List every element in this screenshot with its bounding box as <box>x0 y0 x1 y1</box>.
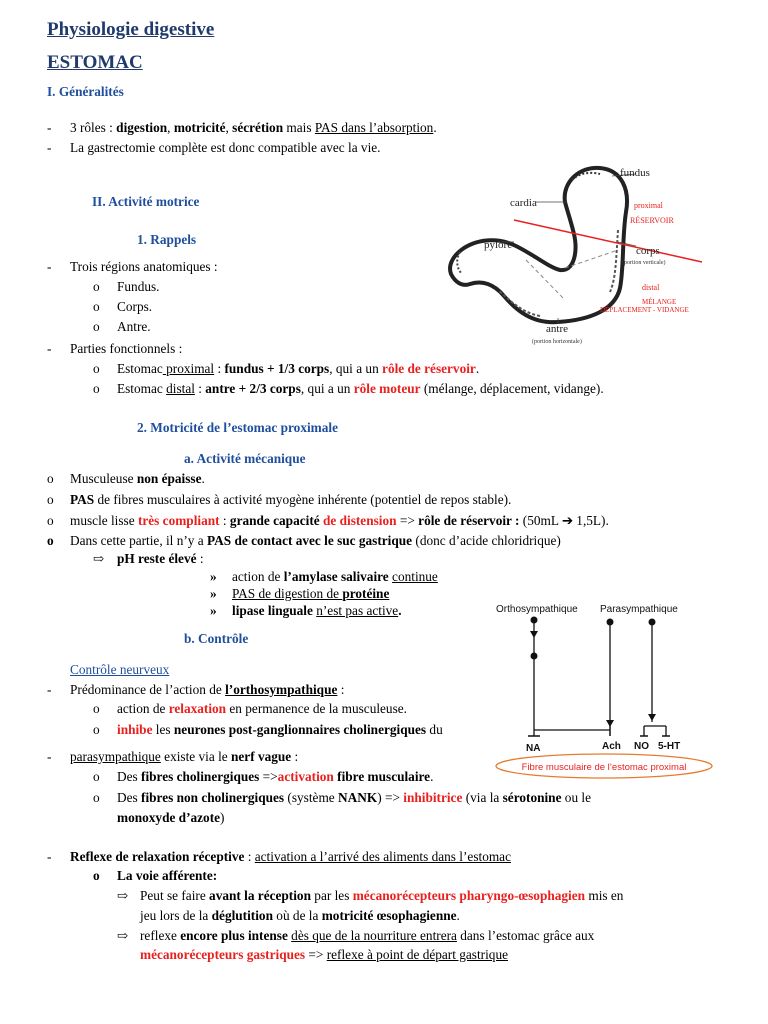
section-heading-activite-motrice: II. Activité motrice <box>92 194 200 209</box>
text-line-ph: pH reste élevé : <box>117 551 204 566</box>
label-distal: distal <box>642 283 660 292</box>
bullet-o: o <box>93 790 100 805</box>
bullet-o: o <box>93 361 100 376</box>
label-reservoir: RÉSERVOIR <box>630 216 674 225</box>
text-line-lipase: lipase linguale n’est pas active. <box>232 603 402 618</box>
section-heading-generalites: I. Généralités <box>47 84 124 99</box>
label-antre-note: (portion horizontale) <box>532 339 582 345</box>
list-item-antre: Antre. <box>117 319 151 334</box>
label-deplacement-vidange: DÉPLACEMENT - VIDANGE <box>600 306 689 314</box>
text-line-pas-fibres: PAS de fibres musculaires à activité myogène inhérente (potentiel de repos stable). <box>70 492 512 507</box>
text-line-muscle-lisse: muscle lisse très compliant : grande capacité de distension => rôle de réservoir : (50mL ➔ 1,5L). <box>70 513 609 528</box>
label-parasympathique: Parasympathique <box>600 604 678 615</box>
neural-control-diagram <box>492 598 714 782</box>
bullet-o: o <box>93 701 100 716</box>
bullet-o: o <box>93 722 100 737</box>
page-subtitle: ESTOMAC <box>47 52 143 73</box>
subheading-rappels: 1. Rappels <box>137 232 197 247</box>
text-line-avant-reception: Peut se faire avant la réception par les mécanorécepteurs pharyngo-œsophagien mis en <box>140 888 624 903</box>
bullet-dash: - <box>47 849 52 864</box>
bullet-o: o <box>47 471 54 486</box>
page-title: Physiologie digestive <box>47 19 215 40</box>
text-line-musculeuse: Musculeuse non épaisse. <box>70 471 205 486</box>
label-proximal: proximal <box>634 201 663 210</box>
subheading-controle: b. Contrôle <box>184 631 249 646</box>
bullet-o: o <box>47 492 54 507</box>
subheading-controle-nerveux: Contrôle neurveux <box>70 662 170 677</box>
label-antre: antre <box>546 323 568 335</box>
ortho-ganglion <box>531 653 538 660</box>
bullet-o: o <box>93 279 100 294</box>
text-line-amylase: action de l’amylase salivaire continue <box>232 569 438 584</box>
text-line-voie-afferente: La voie afférente: <box>117 868 218 883</box>
bullet-dash: - <box>47 749 52 764</box>
bullet-dash: - <box>47 341 52 356</box>
text-line-estomac-distal: Estomac distal : antre + 2/3 corps, qui a un rôle moteur (mélange, déplacement, vidange). <box>117 381 604 396</box>
label-fundus: fundus <box>620 167 650 179</box>
text-line-monoxyde: monoxyde d’azote) <box>117 810 225 825</box>
bullet-o: o <box>93 319 100 334</box>
label-melange: MÉLANGE <box>642 298 677 306</box>
text-line-mecanorecepteurs: mécanorécepteurs gastriques => reflexe à point de départ gastrique <box>140 947 508 962</box>
text-line-gastrectomie: La gastrectomie complète est donc compatible avec la vie. <box>70 140 381 155</box>
bullet-dash: - <box>47 140 52 155</box>
arrow-right-icon: ⇨ <box>117 928 129 943</box>
text-line-deglutition: jeu lors de la déglutition où de la motricité œsophagienne. <box>140 908 460 923</box>
label-orthosympathique: Orthosympathique <box>496 604 578 615</box>
text-line-relaxation: action de relaxation en permanence de la musculeuse. <box>117 701 407 716</box>
bullet-dash: - <box>47 120 52 135</box>
label-fibre-musculaire: Fibre musculaire de l’estomac proximal <box>521 762 687 773</box>
label-corps-note: (portion verticale) <box>622 260 666 266</box>
text-line-proteine: PAS de digestion de protéine <box>232 586 390 601</box>
text-line-fibres-cholinergiques: Des fibres cholinergiques =>activation fibre musculaire. <box>117 769 434 784</box>
label-corps: corps <box>636 245 660 257</box>
double-chevron-icon: » <box>210 603 217 618</box>
arrow-right-icon: ⇨ <box>117 888 129 903</box>
bullet-o: o <box>93 299 100 314</box>
text-line-plus-intense: reflexe encore plus intense dès que de la nourriture entrera dans l’estomac grâce aux <box>140 928 595 943</box>
text-line-estomac-proximal: Estomac proximal : fundus + 1/3 corps, qui a un rôle de réservoir. <box>117 361 480 376</box>
label-ach: Ach <box>602 741 621 752</box>
bullet-o: o <box>93 868 100 883</box>
bullet-o: o <box>93 769 100 784</box>
ortho-neuron-body <box>531 617 538 624</box>
bullet-dash: - <box>47 259 52 274</box>
list-item-fundus: Fundus. <box>117 279 160 294</box>
double-chevron-icon: » <box>210 569 217 584</box>
list-item-corps: Corps. <box>117 299 153 314</box>
stomach-anatomy-figure <box>440 160 710 352</box>
label-cardia: cardia <box>510 197 537 209</box>
text-line-regions-intro: Trois régions anatomiques : <box>70 259 218 274</box>
double-chevron-icon: » <box>210 586 217 601</box>
subheading-motricite-proximale: 2. Motricité de l’estomac proximale <box>137 420 338 435</box>
label-pylore: pylore <box>484 239 513 251</box>
bullet-o: o <box>47 533 54 548</box>
text-line-inhibe: inhibe les neurones post-ganglionnaires cholinergiques du <box>117 722 443 737</box>
text-line-fibres-non-cholinergiques: Des fibres non cholinergiques (système NANK) => inhibitrice (via la sérotonine ou le <box>117 790 592 805</box>
bullet-o: o <box>93 381 100 396</box>
bullet-o: o <box>47 513 54 528</box>
text-line-reflexe: Reflexe de relaxation réceptive : activation a l’arrivé des aliments dans l’estomac <box>70 849 511 864</box>
label-na: NA <box>526 743 541 754</box>
text-line-pas-contact: Dans cette partie, il n’y a PAS de contact avec le suc gastrique (donc d’acide chloridrique) <box>70 533 561 548</box>
stomach-outline <box>450 168 627 322</box>
text-line-roles: 3 rôles : digestion, motricité, sécrétion mais PAS dans l’absorption. <box>70 120 437 135</box>
text-line-predominance: Prédominance de l’action de l’orthosympathique : <box>70 682 345 697</box>
text-line-parasympathique: parasympathique existe via le nerf vague : <box>70 749 299 764</box>
label-no: NO <box>634 741 649 752</box>
arrow-right-icon: ⇨ <box>93 551 105 566</box>
label-5ht: 5-HT <box>658 741 681 752</box>
bullet-dash: - <box>47 682 52 697</box>
text-line-parties-intro: Parties fonctionnels : <box>70 341 183 356</box>
subheading-activite-mecanique: a. Activité mécanique <box>184 451 306 466</box>
